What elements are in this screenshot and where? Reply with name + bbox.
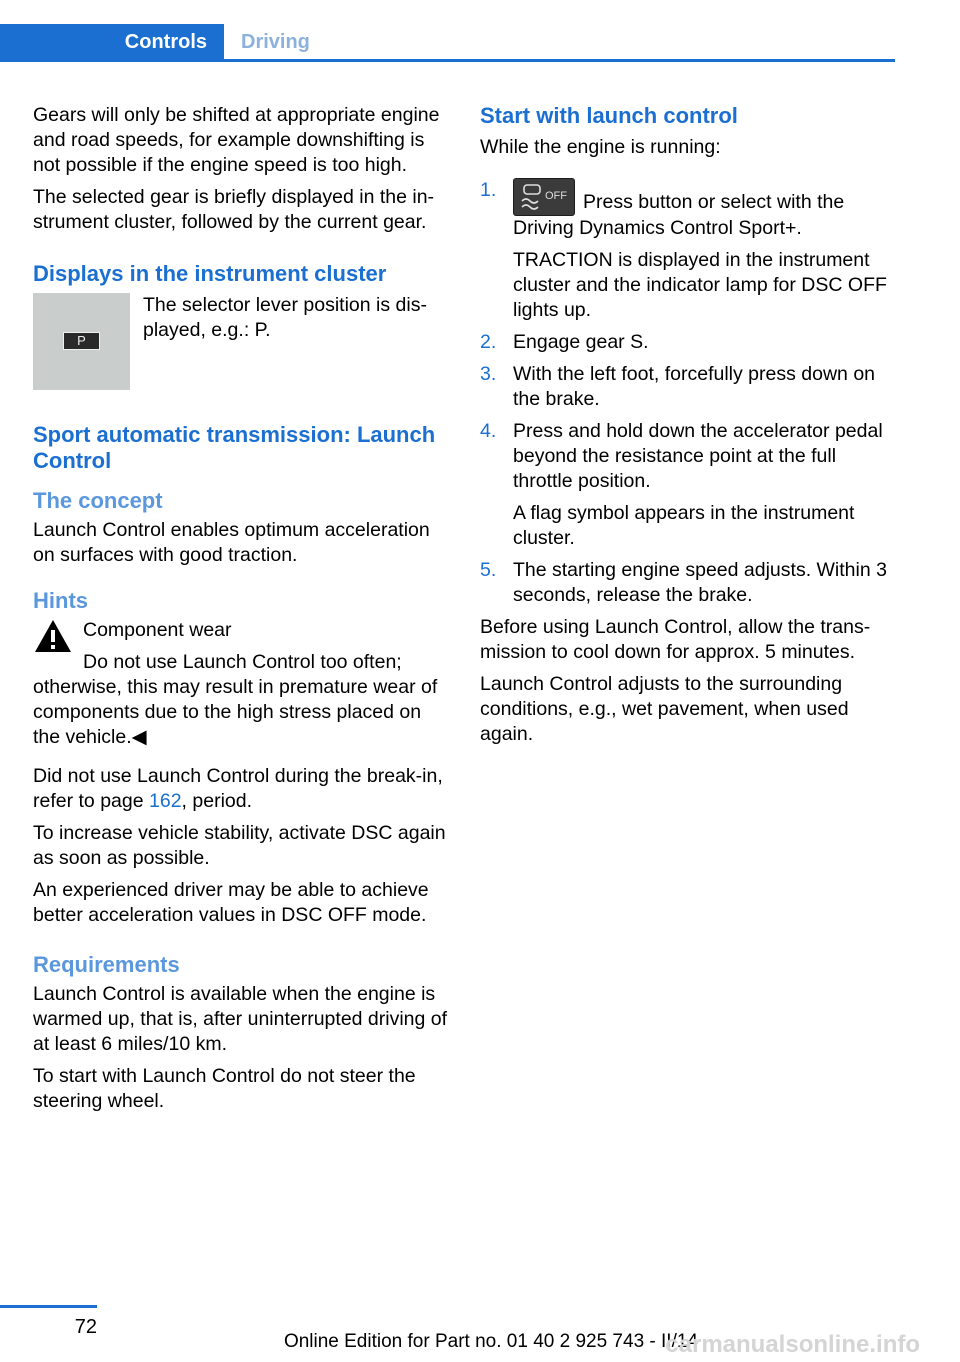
left-column xyxy=(33,103,448,1121)
heading-concept: The concept xyxy=(33,488,163,513)
paragraph-adjusts: Launch Control adjusts to the surrounding conditions, e.g., wet pavement, when used again. xyxy=(480,673,849,745)
page-number: 72 xyxy=(74,1316,97,1338)
step-note: TRACTION is displayed in the instrument cluster and the indicator lamp for DSC OFF lights up. xyxy=(513,249,887,321)
list-item xyxy=(480,558,900,608)
paragraph-concept: Launch Control enables optimum acceleration on surfaces with good traction. xyxy=(33,519,430,566)
heading-launch-control: Sport automatic transmission: Launch Control xyxy=(33,422,436,473)
paragraph-steering: To start with Launch Control do not steer the steering wheel. xyxy=(33,1065,416,1112)
page-link-162[interactable]: 162 xyxy=(149,790,182,812)
right-column xyxy=(480,103,900,754)
tab-controls[interactable]: Controls xyxy=(0,24,224,60)
section-tabs xyxy=(0,24,895,62)
step-number: 2. xyxy=(480,331,497,353)
warning-triangle-icon xyxy=(33,618,73,654)
warning-block xyxy=(33,618,448,750)
step-text: With the left foot, forcefully press down on the brake. xyxy=(513,363,876,410)
paragraph-cooldown: Before using Launch Control, allow the trans-mission to cool down for approx. 5 minutes. xyxy=(480,616,871,663)
step-number: 5. xyxy=(480,559,497,581)
instrument-cluster-image xyxy=(33,293,130,390)
step-text: The starting engine speed adjusts. Within 3 seconds, release the brake. xyxy=(513,559,887,606)
step-number: 1. xyxy=(480,179,497,201)
heading-start-launch: Start with launch control xyxy=(480,103,738,128)
watermark: carmanualsonline.info xyxy=(665,1331,920,1358)
step-number: 3. xyxy=(480,363,497,385)
paragraph-stability: To increase vehicle stability, activate DSC again as soon as possible. xyxy=(33,822,446,869)
list-item xyxy=(480,330,900,355)
step-text: Press button or select with the Driving Dynamics Control Sport+. xyxy=(513,191,845,239)
step-text: Press and hold down the accelerator pedal beyond the resistance point at the full throttle position. xyxy=(513,420,883,492)
tab-driving[interactable]: Driving xyxy=(241,31,310,53)
break-in-text: Did not use Launch Control during the break-in, refer to page xyxy=(33,765,443,812)
paragraph-requirements: Launch Control is available when the engine is warmed up, that is, after uninterrupted driving of at least 6 miles/10 km. xyxy=(33,983,448,1055)
warning-title: Component wear xyxy=(83,619,232,641)
heading-requirements: Requirements xyxy=(33,952,180,977)
step-note: A flag symbol appears in the instrument cluster. xyxy=(513,502,855,549)
break-in-text-end: , period. xyxy=(181,790,253,812)
steps-list xyxy=(480,178,900,608)
heading-hints: Hints xyxy=(33,588,88,613)
edition-text: Online Edition for Part no. 01 40 2 925 743 - II/14 xyxy=(283,1331,698,1352)
cluster-display-block xyxy=(33,293,448,390)
footer-rule xyxy=(0,1305,97,1308)
paragraph-selected-gear: The selected gear is briefly displayed in the in-strument cluster, followed by the current gear. xyxy=(33,186,435,233)
paragraph-start-intro: While the engine is running: xyxy=(480,136,721,158)
dsc-off-label: OFF xyxy=(545,190,567,202)
warning-text: Do not use Launch Control too often; otherwise, this may result in premature wear of components due to the high stress placed on the vehicle.◀ xyxy=(33,651,438,748)
paragraph-gear-shift: Gears will only be shifted at appropriate engine and road speeds, for example downshifting is not possible if the engine speed is too high. xyxy=(33,104,440,176)
park-indicator-icon: P xyxy=(63,332,100,350)
heading-displays: Displays in the instrument cluster xyxy=(33,261,387,286)
paragraph-experienced: An experienced driver may be able to achieve better acceleration values in DSC OFF mode. xyxy=(33,879,429,926)
list-item xyxy=(480,178,900,323)
step-number: 4. xyxy=(480,420,497,442)
list-item xyxy=(480,362,900,412)
dsc-off-button-icon xyxy=(513,178,575,216)
step-text: Engage gear S. xyxy=(513,331,649,353)
list-item xyxy=(480,419,900,551)
cluster-caption: The selector lever position is dis-played, e.g.: P. xyxy=(143,294,427,341)
paragraph-break-in xyxy=(33,764,448,814)
